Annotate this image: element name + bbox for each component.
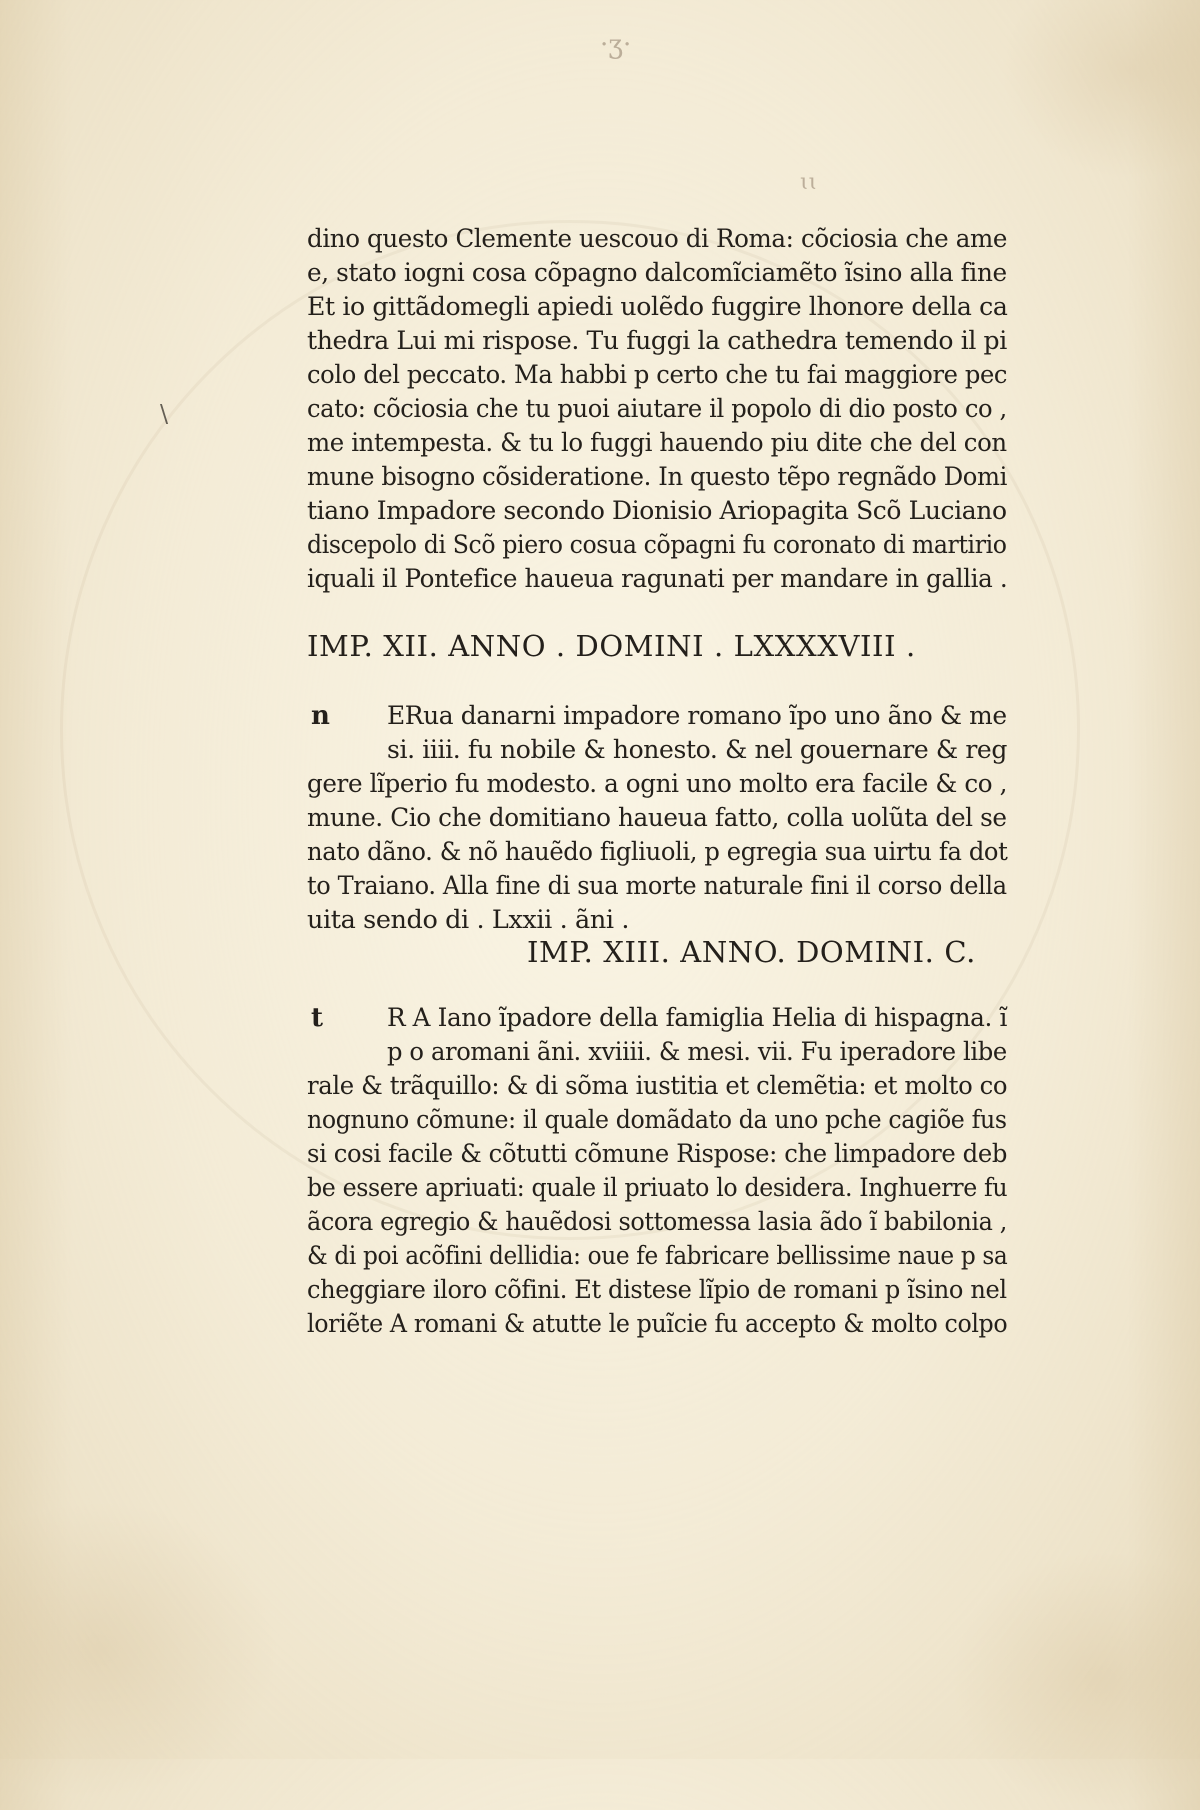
text-line: gere lĩperio fu modesto. a ogni uno molto era facile & co ,: [307, 769, 1008, 799]
text-line: e, stato iogni cosa cõpagno dalcomĩciamẽto ĩsino alla fine: [307, 258, 1007, 288]
margin-mark: ɩɩ: [800, 170, 818, 195]
paper-stain: [950, 1550, 1200, 1810]
text-line: nato dãno. & nõ hauẽdo figliuoli, p egregia sua uirtu fa dot: [307, 837, 1008, 867]
guide-initial: n: [311, 701, 330, 731]
text-line: cato: cõciosia che tu puoi aiutare il popolo di dio posto co ,: [307, 394, 1007, 424]
text-line: rale & trãquillo: & di sõma iustitia et clemẽtia: et molto co: [307, 1071, 1008, 1101]
text-line: Et io gittãdomegli apiedi uolẽdo fuggire lhonore della ca: [307, 292, 1008, 322]
text-line: mune. Cio che domitiano haueua fatto, colla uolũta del se: [307, 803, 1007, 833]
paper-stain: [1000, 0, 1200, 180]
text-line: R A Iano ĩpadore della famiglia Helia di hispagna. ĩ: [387, 1003, 1007, 1033]
guide-initial: t: [311, 1003, 324, 1033]
text-line: mune bisogno cõsideratione. In questo tẽpo regnãdo Domi: [307, 462, 1008, 492]
text-line: ERua danarni impadore romano ĩpo uno ãno & me: [387, 701, 1007, 731]
text-line: si cosi facile & cõtutti cõmune Rispose: che limpadore deb: [307, 1139, 1008, 1169]
text-line: p o aromani ãni. xviiii. & mesi. vii. Fu iperadore libe: [387, 1037, 1007, 1067]
margin-mark: ·ʒ·: [600, 30, 632, 60]
text-line: tiano Impadore secondo Dionisio Ariopagita Scõ Luciano: [307, 496, 1007, 526]
text-line: & di poi acõfini dellidia: oue fe fabricare bellissime naue p sa: [307, 1241, 1008, 1271]
text-line: cheggiare iloro cõfini. Et distese lĩpio de romani p ĩsino nel: [307, 1275, 1007, 1305]
margin-mark: \: [160, 400, 169, 428]
text-line: colo del peccato. Ma habbi p certo che tu fai maggiore pec: [307, 360, 1008, 390]
text-line: ãcora egregio & hauẽdosi sottomessa lasia ãdo ĩ babilonia ,: [307, 1207, 1008, 1237]
text-line: nognuno cõmune: il quale domãdato da uno pche cagiõe fus: [307, 1105, 1007, 1135]
text-line: dino questo Clemente uescouo di Roma: cõciosia che ame: [307, 224, 1007, 254]
section-heading: IMP. XII. ANNO . DOMINI . LXXXXVIII .: [307, 629, 916, 663]
text-line: loriẽte A romani & atutte le puĩcie fu accepto & molto colpo: [307, 1309, 1008, 1339]
text-line: me intempesta. & tu lo fuggi hauendo piu dite che del con: [307, 428, 1007, 458]
text-line: be essere apriuati: quale il priuato lo desidera. Inghuerre fu: [307, 1173, 1008, 1203]
text-line: si. iiii. fu nobile & honesto. & nel gouernare & reg: [387, 735, 1008, 765]
paper-stain: [0, 1500, 280, 1800]
text-line: discepolo di Scõ piero cosua cõpagni fu coronato di martirio: [307, 530, 1007, 560]
section-heading: IMP. XIII. ANNO. DOMINI. C.: [527, 935, 976, 969]
text-line: iquali il Pontefice haueua ragunati per mandare in gallia .: [307, 564, 1008, 594]
text-line: thedra Lui mi rispose. Tu fuggi la cathedra temendo il pi: [307, 326, 1007, 356]
text-line: uita sendo di . Lxxii . ãni .: [307, 905, 630, 935]
text-line: to Traiano. Alla fine di sua morte naturale fini il corso della: [307, 871, 1007, 901]
